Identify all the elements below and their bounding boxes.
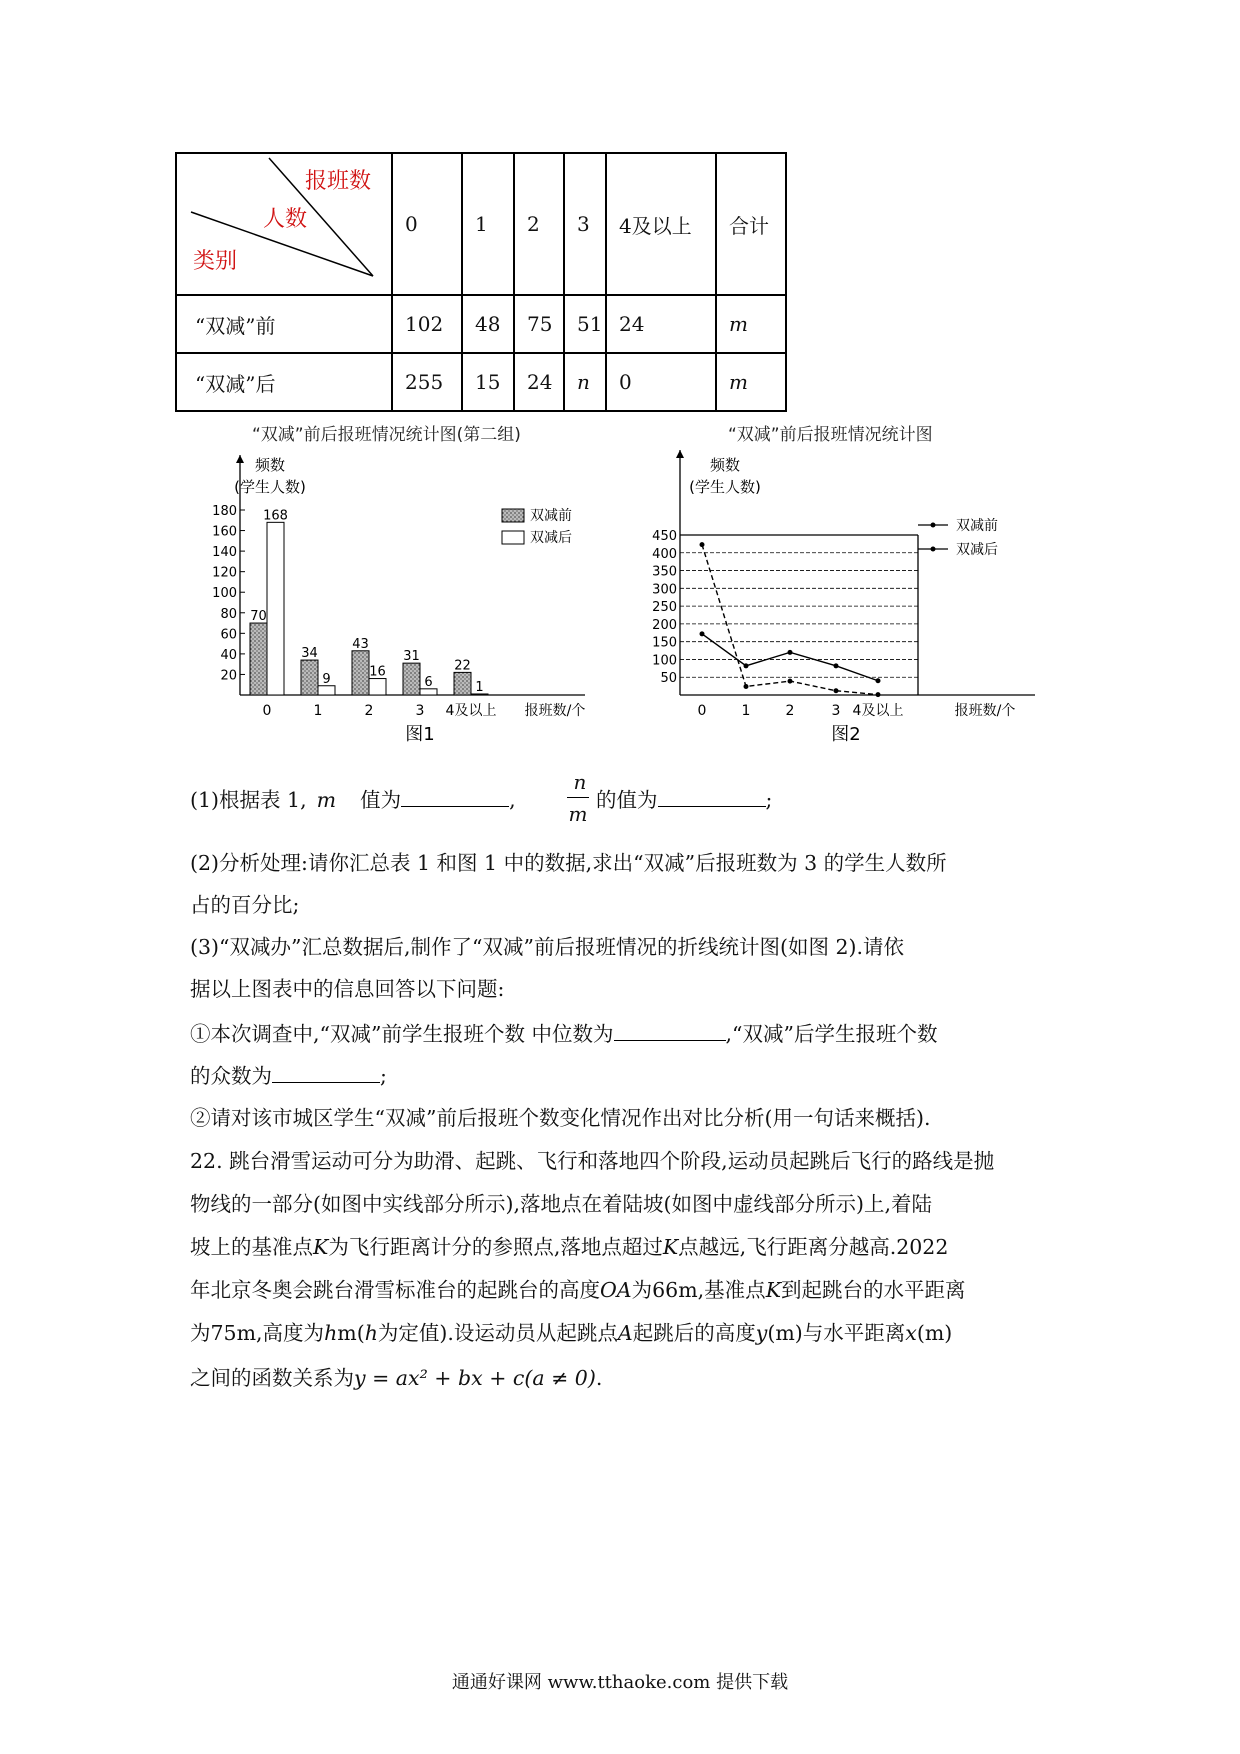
y-tick-label: 160 — [212, 524, 237, 540]
table-cell: 15 — [462, 353, 514, 411]
y-axis-label: 频数 — [709, 456, 741, 474]
x-tick-label: 3 — [415, 703, 425, 719]
page-footer: 通通好课网 www.tthaoke.com 提供下载 — [451, 1672, 789, 1693]
p22-text: ,高度为 — [256, 1321, 325, 1345]
data-label: 1 — [475, 679, 484, 695]
q1-comma: , — [509, 788, 516, 812]
x-tick-label: 1 — [741, 703, 751, 719]
chart2-title: “双减”前后报班情况统计图 — [728, 425, 933, 445]
problem-22-line4 — [190, 1277, 966, 1303]
header-top-label: 报班数 — [305, 169, 372, 194]
problem-22-line1: 22. 跳台滑雪运动可分为助滑、起跳、飞行和落地四个阶段,运动员起跳后飞行的路线是抛 — [190, 1149, 995, 1173]
problem-22-line2: 物线的一部分(如图中实线部分所示),落地点在着陆坡(如图中虚线部分所示)上,着陆 — [190, 1192, 933, 1216]
y-axis-label: 频数 — [254, 456, 286, 474]
col-header: 3 — [564, 153, 606, 295]
bar — [352, 651, 369, 695]
question-2-line2: 占的百分比; — [190, 893, 300, 917]
y-tick-label: 450 — [652, 529, 677, 544]
question-3a-line2 — [190, 1062, 387, 1089]
y-tick-label: 80 — [220, 606, 237, 622]
y-tick-label: 200 — [652, 617, 677, 633]
q1-var-m: m — [316, 788, 337, 812]
bar-chart — [190, 440, 610, 760]
y-tick-label: 350 — [652, 564, 677, 580]
q1-text: (1)根据表 1, — [190, 788, 307, 812]
table-cell: 24 — [514, 353, 564, 411]
data-point — [700, 631, 705, 636]
p22-var-K: K — [765, 1278, 782, 1302]
x-tick-label: 0 — [697, 703, 707, 719]
x-tick-label: 3 — [831, 703, 841, 719]
bar — [318, 686, 335, 695]
chart1-title: “双减”前后报班情况统计图(第二组) — [252, 425, 521, 445]
y-axis-label: (学生人数) — [689, 478, 761, 496]
data-point — [876, 678, 881, 683]
p22-text: 起跳后的高度 — [632, 1321, 756, 1345]
legend-label: 双减前 — [956, 518, 998, 534]
p22-text: 到起跳台的水平距离 — [781, 1278, 966, 1302]
q1-fraction-bar — [567, 797, 589, 798]
q3a-text3: 的众数为 — [190, 1064, 272, 1088]
data-point — [788, 650, 793, 655]
bar — [403, 663, 420, 695]
p22-var-y: y — [755, 1321, 768, 1345]
y-tick-label: 250 — [652, 600, 677, 616]
col-header: 1 — [462, 153, 514, 295]
p22-text: 为 — [631, 1278, 653, 1302]
y-tick-label: 140 — [212, 545, 237, 561]
y-axis-arrow — [676, 450, 684, 458]
x-tick-label: 0 — [262, 703, 272, 719]
p22-text: m( — [337, 1321, 365, 1345]
question-3b: ②请对该市城区学生“双减”前后报班个数变化情况作出对比分析(用一句话来概括). — [190, 1106, 931, 1130]
legend-label: 双减后 — [956, 542, 998, 558]
y-axis-label: (学生人数) — [234, 478, 306, 496]
header-bottom-label: 类别 — [193, 249, 238, 274]
data-point — [834, 663, 839, 668]
question-3-line1: (3)“双减办”汇总数据后,制作了“双减”前后报班情况的折线统计图(如图 2).请依 — [190, 935, 905, 959]
data-label: 22 — [454, 658, 471, 674]
bar — [301, 660, 318, 695]
row-label: “双减”前 — [176, 295, 392, 353]
table-cell: 24 — [606, 295, 716, 353]
p22-text: 点越远,飞行距离分越高.2022 — [678, 1235, 949, 1259]
q1-text-value2: 的值为 — [596, 788, 658, 812]
p22-var-OA: OA — [600, 1278, 632, 1302]
series-line — [702, 545, 878, 695]
p22-text: (m)与水平距离 — [767, 1321, 906, 1345]
x-axis-label: 报班数/个 — [524, 703, 586, 719]
y-tick-label: 60 — [220, 627, 237, 643]
data-label: 70 — [250, 609, 267, 625]
row-label: “双减”后 — [176, 353, 392, 411]
p22-var-K: K — [662, 1235, 679, 1259]
y-tick-label: 180 — [212, 504, 237, 519]
answer-blank[interactable] — [614, 1020, 726, 1041]
q3a-semicolon: ; — [380, 1064, 387, 1088]
q1-text-value: 值为 — [360, 788, 402, 812]
answer-blank[interactable] — [658, 786, 766, 807]
data-point — [788, 679, 793, 684]
data-label: 31 — [403, 649, 420, 665]
question-3a-line1 — [190, 1020, 937, 1047]
question-1 — [190, 786, 516, 813]
line-chart — [640, 440, 1060, 760]
table-cell: m — [716, 353, 786, 411]
q1-semicolon: ; — [765, 788, 773, 812]
p22-text: (m) — [916, 1321, 953, 1345]
figure-caption: 图1 — [405, 724, 435, 745]
p22-var-h: h — [324, 1321, 338, 1345]
table-cell: 48 — [462, 295, 514, 353]
q1-fraction-numerator: n — [573, 770, 587, 794]
table-cell: 51 — [564, 295, 606, 353]
legend-swatch — [502, 531, 524, 544]
header-middle-label: 人数 — [263, 207, 308, 232]
table-cell: 255 — [392, 353, 462, 411]
col-header: 合计 — [716, 153, 786, 295]
x-tick-label: 1 — [313, 703, 323, 719]
series-line — [702, 634, 878, 681]
problem-22-line5 — [190, 1320, 952, 1346]
table-header-diagonal — [176, 153, 392, 295]
table-cell: m — [716, 295, 786, 353]
data-label: 16 — [369, 664, 386, 680]
y-tick-label: 40 — [220, 647, 237, 663]
p22-text: ,基准点 — [697, 1278, 766, 1302]
question-1-part2 — [596, 786, 772, 813]
p22-text: 为 — [190, 1321, 211, 1345]
data-label: 168 — [263, 508, 288, 524]
p22-text: 年北京冬奥会跳台滑雪标准台的起跳台的高度 — [190, 1278, 600, 1302]
y-tick-label: 100 — [212, 586, 237, 602]
table-cell: 75 — [514, 295, 564, 353]
p22-text: 坡上的基准点 — [190, 1235, 313, 1259]
p22-var-h: h — [364, 1321, 378, 1345]
col-header: 4及以上 — [606, 153, 716, 295]
data-label: 34 — [301, 646, 318, 662]
p22-text: 为飞行距离计分的参照点,落地点超过 — [328, 1235, 663, 1259]
p22-var-A: A — [617, 1321, 633, 1345]
question-2-line1: (2)分析处理:请你汇总表 1 和图 1 中的数据,求出“双减”后报班数为 3 的学生人数所 — [190, 851, 947, 875]
figure-caption: 图2 — [831, 724, 861, 745]
p22-text: 为定值).设运动员从起跳点 — [377, 1321, 618, 1345]
bar — [369, 679, 386, 695]
answer-blank[interactable] — [272, 1062, 380, 1083]
y-tick-label: 120 — [212, 565, 237, 581]
problem-22-line6 — [190, 1365, 602, 1391]
data-point — [744, 663, 749, 668]
p22-var-K: K — [313, 1235, 329, 1259]
data-point — [876, 692, 881, 697]
data-label: 9 — [322, 671, 331, 687]
table-cell: n — [564, 353, 606, 411]
y-tick-label: 400 — [652, 546, 677, 562]
x-tick-label: 2 — [364, 703, 374, 719]
q3a-text2: ,“双减”后学生报班个数 — [725, 1022, 938, 1046]
bar — [250, 623, 267, 695]
q3a-text: ①本次调查中,“双减”前学生报班个数 中位数为 — [190, 1022, 614, 1046]
legend-label: 双减后 — [530, 530, 572, 546]
p22-var-x: x — [905, 1321, 917, 1345]
q1-fraction-denominator: m — [568, 802, 588, 826]
p22-text: 之间的函数关系为 — [190, 1366, 354, 1390]
bar — [454, 672, 471, 695]
table-cell: 102 — [392, 295, 462, 353]
y-tick-label: 300 — [652, 582, 677, 598]
p22-period: . — [595, 1366, 603, 1390]
y-tick-label: 20 — [220, 668, 237, 684]
data-table — [175, 152, 787, 412]
col-header: 0 — [392, 153, 462, 295]
problem-22-line3 — [190, 1234, 948, 1260]
legend-swatch — [502, 509, 524, 522]
legend-label: 双减前 — [530, 508, 572, 524]
legend-marker — [931, 547, 936, 552]
legend-marker — [931, 523, 936, 528]
x-tick-label: 4及以上 — [852, 703, 904, 719]
x-tick-label: 2 — [785, 703, 795, 719]
data-label: 6 — [424, 674, 433, 690]
data-label: 43 — [352, 636, 369, 652]
answer-blank[interactable] — [401, 786, 509, 807]
x-axis-label: 报班数/个 — [954, 703, 1016, 719]
bar — [267, 522, 284, 695]
data-point — [834, 688, 839, 693]
p22-value: 75m — [210, 1321, 257, 1345]
table-cell: 0 — [606, 353, 716, 411]
x-tick-label: 4及以上 — [445, 703, 497, 719]
question-3-line2: 据以上图表中的信息回答以下问题: — [190, 977, 505, 1001]
p22-formula: y = ax² + bx + c(a ≠ 0) — [354, 1366, 596, 1390]
y-tick-label: 50 — [660, 671, 677, 687]
y-tick-label: 100 — [652, 653, 677, 669]
y-tick-label: 150 — [652, 635, 677, 651]
col-header: 2 — [514, 153, 564, 295]
data-point — [744, 684, 749, 689]
y-axis-arrow — [236, 455, 244, 463]
data-point — [700, 542, 705, 547]
p22-value: 66m — [652, 1278, 698, 1302]
